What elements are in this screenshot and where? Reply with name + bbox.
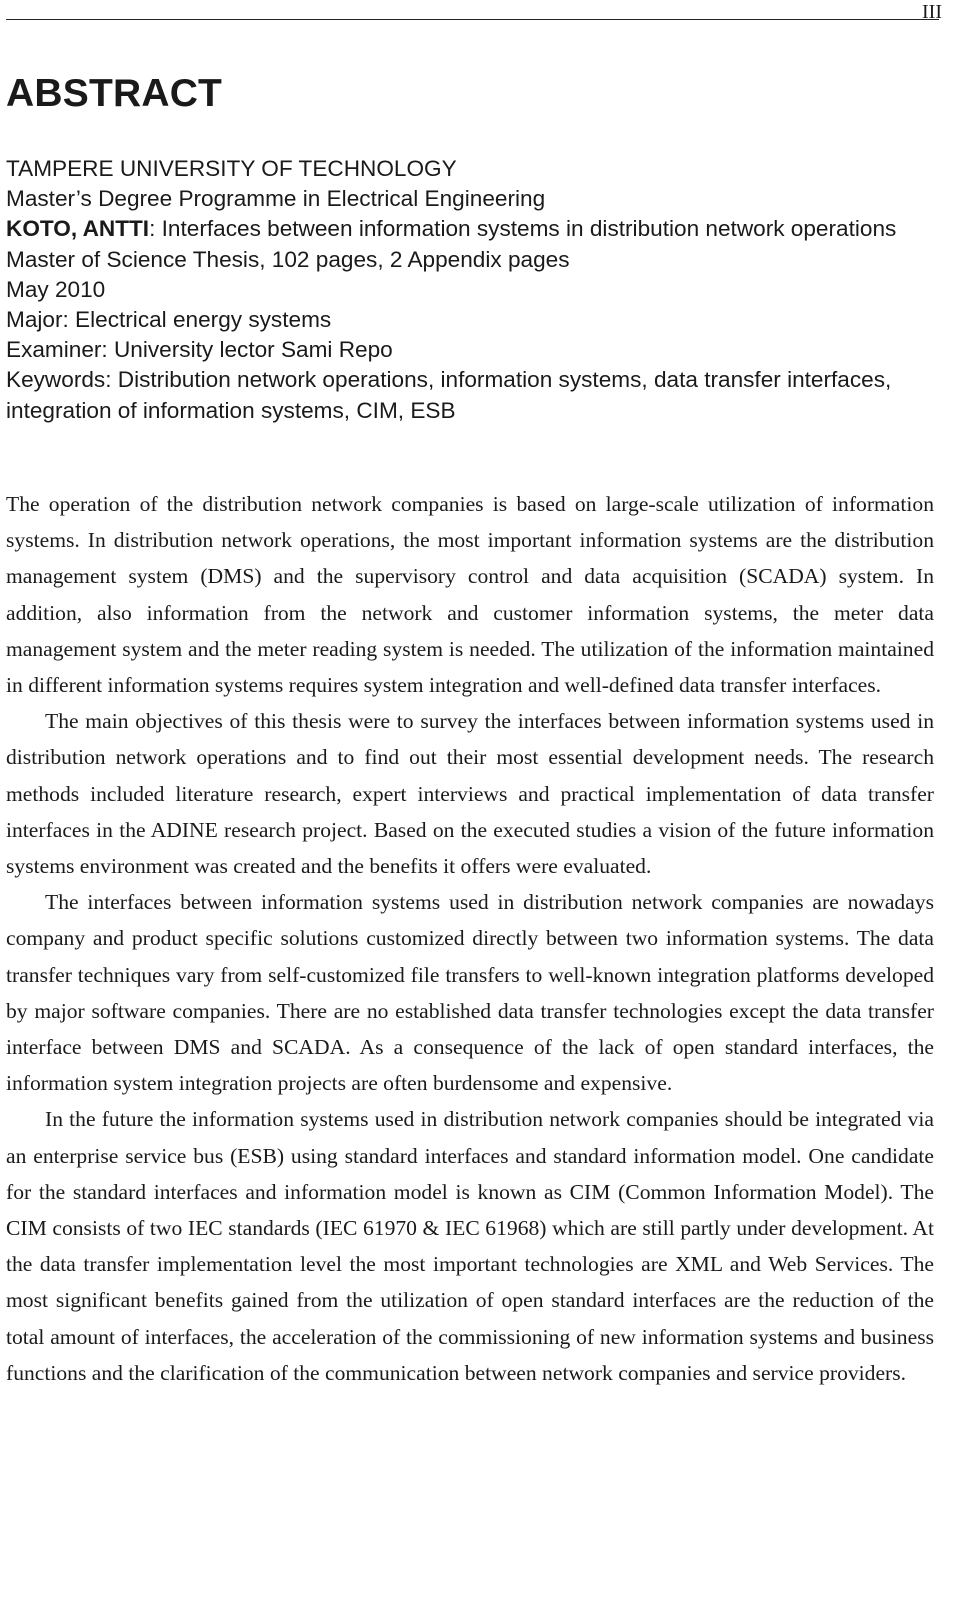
major: Major: Electrical energy systems	[6, 307, 332, 333]
thesis-date: May 2010	[6, 276, 106, 302]
keywords: Keywords: Distribution network operations, information systems, data transfer interfaces, integration of information systems, CIM, ESB	[6, 367, 892, 423]
thesis-title: : Interfaces between information systems in distribution network operations	[149, 216, 897, 242]
thesis-info: Master of Science Thesis, 102 pages, 2 Appendix pages	[6, 246, 570, 272]
examiner: Examiner: University lector Sami Repo	[6, 337, 393, 363]
abstract-paragraph-4: In the future the information systems used in distribution network companies should be integrated via an enterprise service bus (ESB) using standard interfaces and standard information model. One candidate for the standard interfaces and information model is known as CIM (Common Information Model). The CIM consists of two IEC standards (IEC 61970 & IEC 61968) which are still partly under development. At the data transfer implementation level the most important technologies are XML and Web Services. The most significant benefits gained from the utilization of open standard interfaces are the reduction of the total amount of interfaces, the acceleration of the commissioning of new information systems and business functions and the clarification of the communication between network companies and service providers.	[6, 1107, 934, 1385]
abstract-paragraph-1: The operation of the distribution network companies is based on large-scale utilization of information systems. In distribution network operations, the most important information systems are the distribution management system (DMS) and the supervisory control and data acquisition (SCADA) system. In addition, also information from the network and customer information systems, the meter data management system and the meter reading system is needed. The utilization of the information maintained in different information systems requires system integration and well-defined data transfer interfaces.	[6, 492, 934, 698]
abstract-title: ABSTRACT	[6, 72, 223, 115]
abstract-body	[6, 486, 934, 1391]
degree-programme: Master’s Degree Programme in Electrical Engineering	[6, 186, 546, 212]
abstract-paragraph-2: The main objectives of this thesis were to survey the interfaces between information systems used in distribution network operations and to find out their most essential development needs. The research methods included literature research, expert interviews and practical implementation of data transfer interfaces in the ADINE research project. Based on the executed studies a vision of the future information systems environment was created and the benefits it offers were evaluated.	[6, 709, 934, 879]
author-name: KOTO, ANTTI	[6, 216, 150, 242]
university-name: TAMPERE UNIVERSITY OF TECHNOLOGY	[6, 156, 457, 181]
author-and-title	[6, 214, 936, 244]
page-number: III	[922, 1, 942, 23]
abstract-paragraph-3: The interfaces between information systems used in distribution network companies are nowadays company and product specific solutions customized directly between two information systems. The data transfer techniques vary from self-customized file transfers to well-known integration platforms developed by major software companies. There are no established data transfer technologies except the data transfer interface between DMS and SCADA. As a consequence of the lack of open standard interfaces, the information system integration projects are often burdensome and expensive.	[6, 890, 934, 1096]
thesis-metadata	[6, 154, 936, 426]
header-rule	[6, 19, 939, 20]
